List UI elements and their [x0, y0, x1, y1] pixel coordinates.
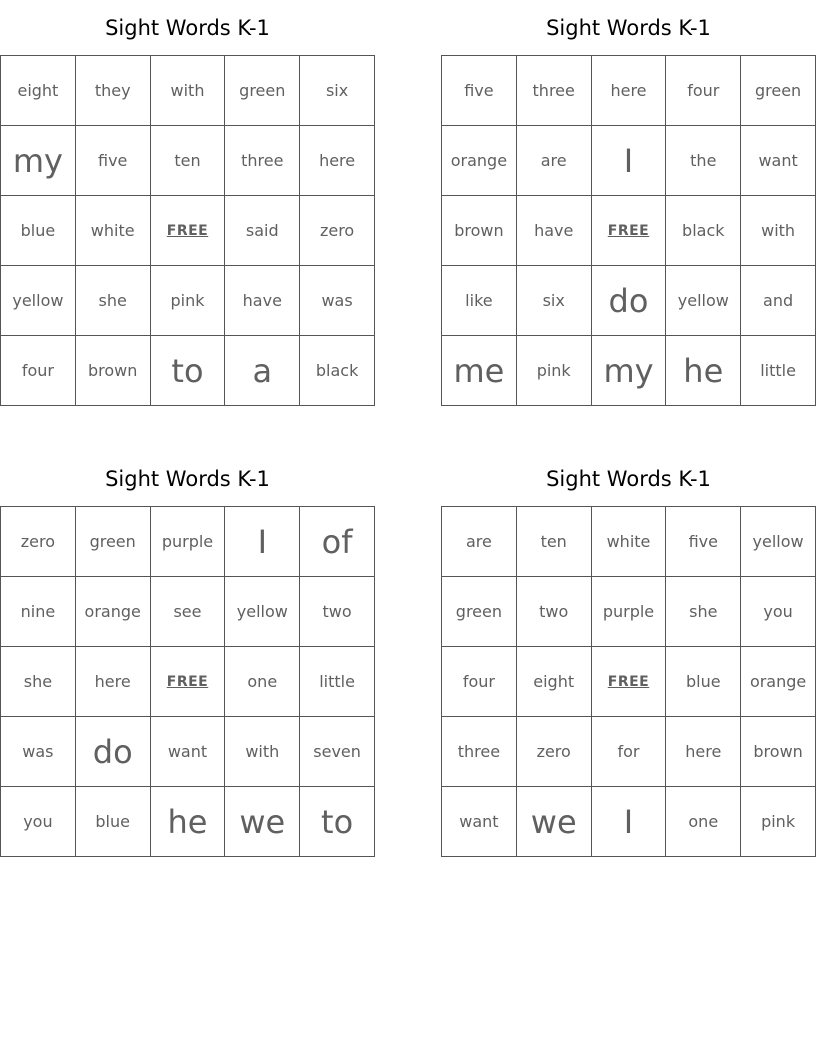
word-cell: was — [300, 266, 375, 336]
word-cell: pink — [151, 266, 226, 336]
word-cell: said — [225, 196, 300, 266]
word-cell: pink — [741, 787, 816, 857]
word-cell: you — [741, 577, 816, 647]
word-cell: my — [1, 126, 76, 196]
word-cell: one — [225, 647, 300, 717]
word-cell: here — [666, 717, 741, 787]
word-cell: are — [442, 507, 517, 577]
word-cell: the — [666, 126, 741, 196]
word-cell: like — [442, 266, 517, 336]
word-cell: green — [225, 56, 300, 126]
word-cell: orange — [741, 647, 816, 717]
word-cell: he — [666, 336, 741, 406]
word-cell: green — [442, 577, 517, 647]
bingo-grid — [0, 55, 375, 406]
word-cell: of — [300, 507, 375, 577]
word-cell: to — [300, 787, 375, 857]
word-cell: we — [517, 787, 592, 857]
word-cell: blue — [76, 787, 151, 857]
word-cell: they — [76, 56, 151, 126]
word-cell: here — [592, 56, 667, 126]
word-cell: are — [517, 126, 592, 196]
bingo-card-1 — [0, 0, 375, 406]
word-cell: purple — [151, 507, 226, 577]
word-cell: six — [517, 266, 592, 336]
word-cell: I — [592, 126, 667, 196]
word-cell: want — [741, 126, 816, 196]
word-cell: here — [76, 647, 151, 717]
word-cell: little — [300, 647, 375, 717]
word-cell: I — [592, 787, 667, 857]
card-title: Sight Words K-1 — [546, 16, 711, 40]
word-cell: seven — [300, 717, 375, 787]
word-cell: orange — [76, 577, 151, 647]
word-cell: and — [741, 266, 816, 336]
word-cell: want — [442, 787, 517, 857]
word-cell: nine — [1, 577, 76, 647]
word-cell: here — [300, 126, 375, 196]
word-cell: me — [442, 336, 517, 406]
word-cell: five — [76, 126, 151, 196]
word-cell: blue — [666, 647, 741, 717]
word-cell: six — [300, 56, 375, 126]
word-cell: zero — [517, 717, 592, 787]
word-cell: do — [592, 266, 667, 336]
bingo-card-2 — [441, 0, 816, 406]
word-cell: have — [517, 196, 592, 266]
card-title: Sight Words K-1 — [105, 467, 270, 491]
word-cell: with — [741, 196, 816, 266]
word-cell: ten — [151, 126, 226, 196]
word-cell: yellow — [1, 266, 76, 336]
bingo-card-3 — [0, 451, 375, 857]
free-space-cell: FREE — [151, 196, 226, 266]
word-cell: she — [1, 647, 76, 717]
word-cell: yellow — [225, 577, 300, 647]
bingo-grid — [441, 506, 816, 857]
word-cell: with — [151, 56, 226, 126]
word-cell: three — [225, 126, 300, 196]
word-cell: a — [225, 336, 300, 406]
word-cell: two — [300, 577, 375, 647]
word-cell: brown — [442, 196, 517, 266]
word-cell: eight — [1, 56, 76, 126]
word-cell: I — [225, 507, 300, 577]
word-cell: ten — [517, 507, 592, 577]
word-cell: for — [592, 717, 667, 787]
word-cell: he — [151, 787, 226, 857]
word-cell: five — [442, 56, 517, 126]
word-cell: five — [666, 507, 741, 577]
word-cell: do — [76, 717, 151, 787]
card-title: Sight Words K-1 — [546, 467, 711, 491]
word-cell: white — [592, 507, 667, 577]
word-cell: was — [1, 717, 76, 787]
free-space-cell: FREE — [592, 647, 667, 717]
word-cell: zero — [1, 507, 76, 577]
word-cell: zero — [300, 196, 375, 266]
free-space-cell: FREE — [151, 647, 226, 717]
word-cell: four — [442, 647, 517, 717]
free-space-cell: FREE — [592, 196, 667, 266]
word-cell: white — [76, 196, 151, 266]
word-cell: pink — [517, 336, 592, 406]
word-cell: brown — [741, 717, 816, 787]
word-cell: she — [666, 577, 741, 647]
word-cell: have — [225, 266, 300, 336]
word-cell: brown — [76, 336, 151, 406]
word-cell: with — [225, 717, 300, 787]
word-cell: yellow — [666, 266, 741, 336]
word-cell: yellow — [741, 507, 816, 577]
word-cell: orange — [442, 126, 517, 196]
word-cell: you — [1, 787, 76, 857]
word-cell: eight — [517, 647, 592, 717]
word-cell: she — [76, 266, 151, 336]
word-cell: three — [442, 717, 517, 787]
word-cell: four — [666, 56, 741, 126]
word-cell: black — [666, 196, 741, 266]
word-cell: see — [151, 577, 226, 647]
word-cell: black — [300, 336, 375, 406]
word-cell: two — [517, 577, 592, 647]
word-cell: three — [517, 56, 592, 126]
word-cell: four — [1, 336, 76, 406]
bingo-grid — [441, 55, 816, 406]
word-cell: one — [666, 787, 741, 857]
word-cell: to — [151, 336, 226, 406]
card-title: Sight Words K-1 — [105, 16, 270, 40]
word-cell: green — [741, 56, 816, 126]
word-cell: blue — [1, 196, 76, 266]
bingo-grid — [0, 506, 375, 857]
word-cell: little — [741, 336, 816, 406]
word-cell: want — [151, 717, 226, 787]
word-cell: we — [225, 787, 300, 857]
bingo-card-4 — [441, 451, 816, 857]
word-cell: my — [592, 336, 667, 406]
word-cell: green — [76, 507, 151, 577]
word-cell: purple — [592, 577, 667, 647]
